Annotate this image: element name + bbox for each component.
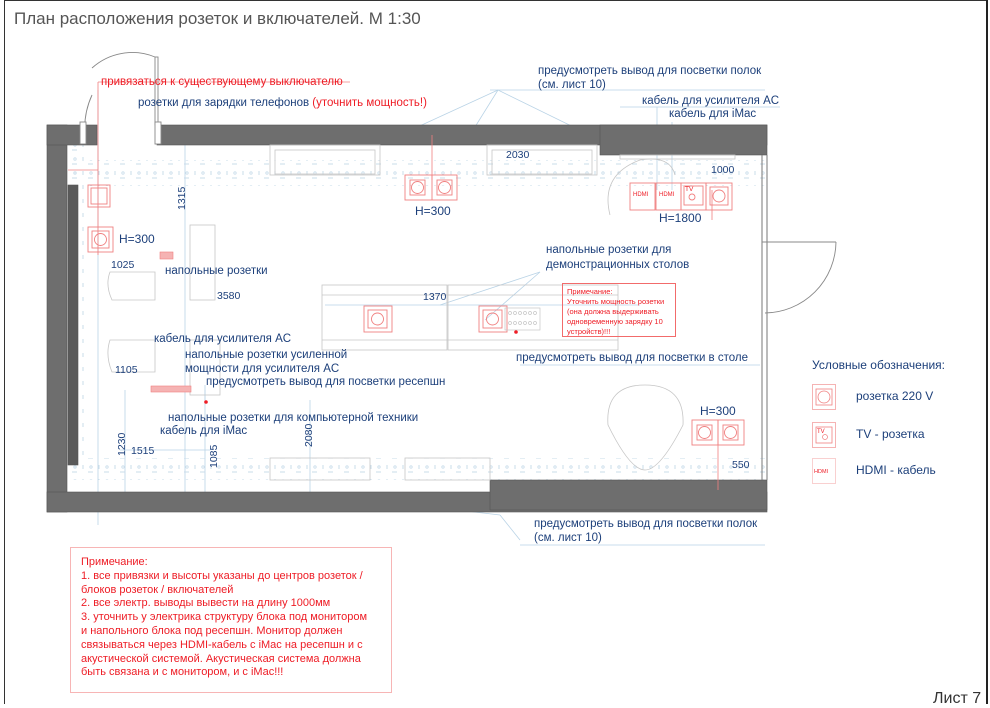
note-small-line: устройств)!!! (567, 327, 611, 336)
dim-1105: 1105 (115, 364, 138, 376)
dim-2080: 2080 (303, 423, 315, 447)
note-small-line: одновременную зарядку 10 (567, 317, 663, 326)
socket-220v-icon (812, 384, 836, 410)
hdmi-symbol-1: HDMI (633, 192, 649, 198)
legend-item-socket (812, 384, 982, 412)
sheet-number: Лист 7 (933, 690, 982, 707)
svg-text:TV: TV (817, 429, 825, 435)
legend-label: HDMI - кабель (856, 463, 936, 477)
label-phone-sockets (138, 96, 427, 110)
note-big-line: Примечание: (81, 556, 148, 568)
hdmi-cable-icon (812, 458, 836, 484)
note-general (70, 547, 392, 693)
label-reception-light: предусмотреть вывод для посветки ресепшн (206, 376, 446, 388)
floor-socket-small (160, 252, 173, 259)
note-small-line: (она должна выдерживать (567, 307, 659, 316)
reception-light-point (204, 400, 208, 404)
tile-strip-top (68, 160, 768, 186)
dim-1000: 1000 (711, 164, 735, 176)
socket-demo-1 (364, 306, 392, 332)
label-cable-amp: кабель для усилителя AC (154, 333, 292, 345)
table-light-point (514, 330, 518, 334)
legend-item-tv (812, 422, 982, 450)
tv-symbol: TV (685, 186, 694, 193)
dim-3580: 3580 (217, 290, 241, 302)
label-bind-switch: привязаться к существующему выключателю (101, 76, 343, 88)
label-amp-sockets-1: напольные розетки усиленной (185, 349, 348, 361)
height-top: H=300 (415, 204, 451, 218)
legend-title: Условные обозначения: (812, 358, 945, 372)
socket-group-right (692, 420, 744, 445)
height-right: H=300 (700, 404, 736, 418)
height-tv: H=1800 (659, 211, 702, 225)
label-table-light: предусмотреть вывод для посветки в столе (516, 352, 748, 364)
label-cable-imac-top: кабель для iMac (669, 108, 757, 120)
note-big-line: 2. все электр. выводы вывести на длину 1000мм (81, 597, 331, 610)
door-right (762, 242, 836, 313)
label-cable-imac: кабель для iMac (160, 425, 248, 437)
note-big-line: быть связана и с монитором, и с iMac!!! (81, 666, 284, 679)
note-big-line: 3. уточнить у электрика структуру блока под монитором (81, 611, 368, 624)
note-big-line: блоков розеток / включателей (81, 583, 234, 596)
label-cable-amp-top: кабель для усилителя AC (642, 95, 780, 107)
socket-group-left (88, 185, 113, 252)
hdmi-symbol-2: HDMI (659, 192, 675, 198)
page-title: План расположения розеток и включателей. М 1:30 (14, 9, 421, 28)
legend-item-hdmi (812, 458, 982, 486)
label-shelf-light-top-1: предусмотреть вывод для посветки полок (538, 65, 762, 77)
socket-demo-2 (479, 306, 507, 332)
note-big-line: акустической системой. Акустическая система должна (81, 652, 361, 665)
dim-1515: 1515 (131, 445, 155, 457)
dim-2030: 2030 (506, 149, 530, 161)
legend-label: TV - розетка (856, 427, 925, 441)
floor-socket-strip (151, 386, 191, 392)
note-big-line: 1. все привязки и высоты указаны до центров розеток / (81, 569, 363, 582)
height-left: H=300 (119, 232, 155, 246)
label-shelf-light-bottom-1: предусмотреть вывод для посветки полок (534, 518, 758, 530)
note-big-line: связываться через HDMI-кабель с iMac на ресепшн и с (81, 638, 363, 651)
label-phone-sockets-text: розетки для зарядки телефонов (138, 97, 310, 109)
tv-socket-icon (812, 422, 836, 448)
dim-1370: 1370 (423, 291, 447, 303)
label-floor-sockets: напольные розетки (165, 265, 268, 277)
label-demo-floor-2: демонстрационных столов (546, 259, 690, 271)
dim-1025: 1025 (111, 259, 135, 271)
label-phone-sockets-warning: (уточнить мощность!) (312, 97, 427, 109)
charging-block (505, 308, 540, 330)
note-big-line: и напольного блока под ресепшн. Монитор должен (81, 624, 343, 637)
dim-1315: 1315 (176, 186, 188, 210)
tile-strip-bottom (68, 458, 768, 480)
svg-text:HDMI: HDMI (814, 469, 829, 475)
legend-label: розетка 220 V (856, 389, 934, 403)
dim-1085: 1085 (208, 444, 220, 468)
note-small-line: Уточнить мощность розетки (567, 297, 665, 306)
label-shelf-light-top-2: (см. лист 10) (538, 79, 606, 91)
label-shelf-light-bottom-2: (см. лист 10) (534, 532, 602, 544)
dim-1230: 1230 (116, 432, 128, 456)
note-socket-power (562, 283, 676, 337)
note-small-line: Примечание: (567, 287, 613, 296)
label-demo-floor-1: напольные розетки для (546, 244, 672, 256)
label-amp-sockets-2: мощности для усилителя AC (185, 363, 340, 375)
dim-550: 550 (732, 459, 750, 471)
label-computer-sockets: напольные розетки для компьютерной техники (168, 412, 419, 424)
